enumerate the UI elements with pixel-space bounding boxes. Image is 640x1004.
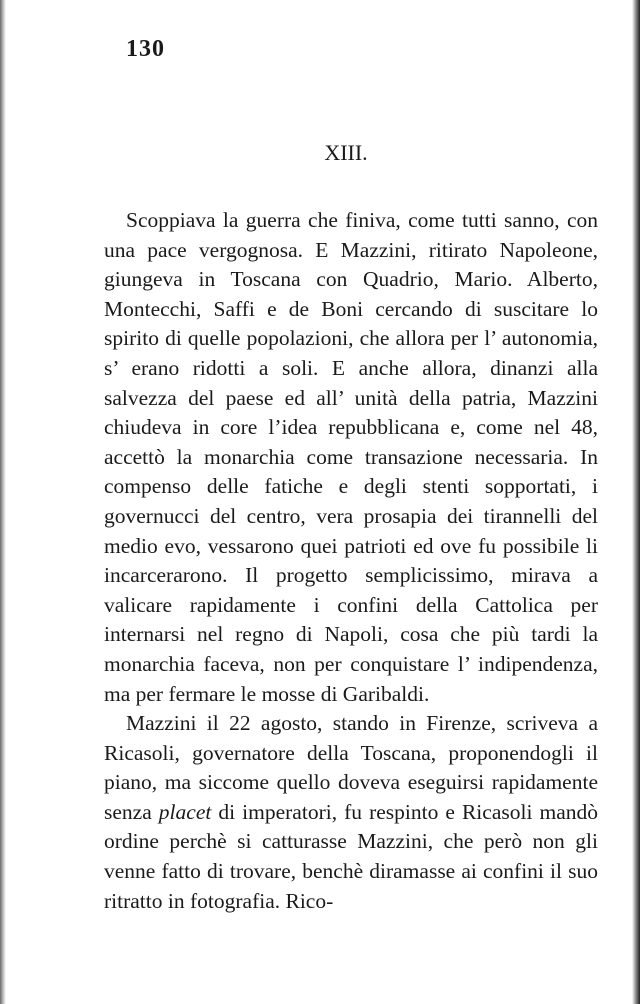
paragraph-2 xyxy=(104,709,598,916)
paragraph-2-italic: placet xyxy=(158,799,212,824)
paragraph-2-end: di imperatori, fu respinto e Ricasoli mandò ordine perchè si catturasse Mazzini, che però non gli venne fatto di trovare, benchè diramasse ai confini il suo ritratto in fotografia. Rico- xyxy=(104,799,598,913)
chapter-heading: XIII. xyxy=(324,140,368,165)
paragraph-2-start: Mazzini il 22 agosto, stando in Firenze, scriveva a Ricasoli, governatore della Toscana, proponendogli il piano, ma siccome quello doveva eseguirsi rapidamente senza xyxy=(104,711,598,824)
paragraph-1: Scoppiava la guerra che finiva, come tutti sanno, con una pace vergognosa. E Mazzini, ritirato Napoleone, giungeva in Toscana con Quadrio, Mario. Alberto, Montecchi, Saffi e de Boni cercando di suscitare lo spirito di quelle popolazioni, che allora per l’ autonomia, s’ erano ridotti a soli. E anche allora, dinanzi alla salvezza del paese ed all’ unità della patria, Mazzini chiudeva in core l’idea repubblicana e, come nel 48, accettò la monarchia come transazione necessaria. In compenso delle fatiche e degli stenti sopportati, i governucci del centro, vera prosapia dei tirannelli del medio evo, vessarono quei patrioti ed ove fu possibile li incarcerarono. Il progetto semplicissimo, mirava a valicare rapidamente i confini della Cattolica per internarsi nel regno di Napoli, cosa che più tardi la monarchia faceva, non per conquistare l’ indipendenza, ma per fermare le mosse di Garibaldi. xyxy=(104,208,598,706)
body-text xyxy=(104,206,598,916)
page-number: 130 xyxy=(126,36,165,62)
